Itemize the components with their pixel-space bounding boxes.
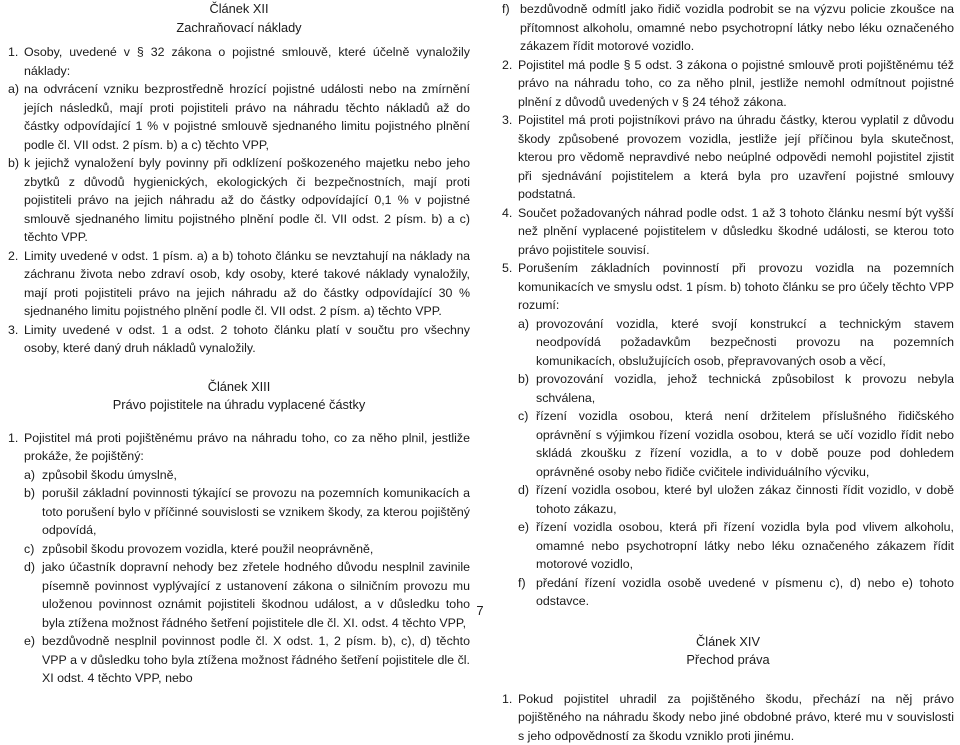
item-text: k jejichž vynaložení byly povinny při odklízení poškozeného majetku nebo jeho zbytků z důvodů hygienických, ekologických či bezpečnostních, mají proti pojistiteli právo na jejich náhradu až do částky odpovídající 0,1 % v pojistné smlouvě sjednaného limitu pojistného plnění podle čl. VII odst. 2 písm. b) a c) těchto VPP.: [24, 154, 470, 247]
article-13-paragraph-2: 2. Pojistitel má podle § 5 odst. 3 zákona o pojistné smlouvě proti pojištěnému též právo na náhradu toho, co za něho plnil, jestliže nemohl odmítnout pojistné plnění z důvodů uvedených v § 24 téhož zákona.: [502, 56, 954, 112]
item-text: na odvrácení vzniku bezprostředně hrozící pojistné události nebo na zmírnění jejích následků, mají proti pojistiteli právo na náhradu těchto nákladů až do částky odpovídající 1 % v pojistné smlouvě sjednaného limitu pojistného plnění podle čl. VII odst. 2 písm. b) a c) těchto VPP,: [24, 80, 470, 154]
item-text: jako účastník dopravní nehody bez zřetele hodného důvodu nesplnil zavinile písemně povinnost vyplývající z ustanovení zákona o silničním provozu mu uloženou povinnost oznámit pojistiteli škodnou událost, a v důsledku toho byla ztížena možnost řádného šetření pojistitele dle čl. XI. odst. 4 těchto VPP,: [42, 558, 470, 632]
right-column: [502, 0, 954, 745]
item-text: provozování vozidla, které svojí konstrukcí a technickým stavem neodpovídá požadavkům bezpečnosti provozu na pozemních komunikacích, obslužujících osob, přepravovaných osob a věcí,: [536, 315, 954, 371]
paragraph-text: Pojistitel má podle § 5 odst. 3 zákona o pojistné smlouvě proti pojištěnému též právo na náhradu toho, co za něho plnil, jestliže nemohl odmítnout pojistné plnění z důvodů uvedených v § 24 téhož zákona.: [518, 56, 954, 112]
article-13-p5-item-b: b) provozování vozidla, jehož technická způsobilost k provozu nebyla schválena,: [502, 370, 954, 407]
item-text: způsobil škodu provozem vozidla, které použil neoprávněně,: [42, 540, 373, 559]
paragraph-text: Limity uvedené v odst. 1 a odst. 2 tohoto článku platí v součtu pro všechny osoby, které daný druh nákladů vynaložily.: [24, 321, 470, 358]
paragraph-text: Součet požadovaných náhrad podle odst. 1 až 3 tohoto článku nesmí být vyšší než plnění vyplacené pojistitelem v důsledku škodné události, se kterou toto právo pojistitele souvisí.: [518, 204, 954, 260]
article-13-p5-item-d: d) řízení vozidla osobou, které byl uložen zákaz činnosti řídit vozidlo, v době tohoto zákazu,: [502, 481, 954, 518]
item-text: provozování vozidla, jehož technická způsobilost k provozu nebyla schválena,: [536, 370, 954, 407]
paragraph-text: Porušením základních povinností při provozu vozidla na pozemních komunikacích ve smyslu odst. 1 písm. b) tohoto článku se pro účely těchto VPP rozumí:: [518, 259, 954, 315]
article-13-title: Článek XIII: [8, 378, 470, 397]
article-13-paragraph-3: 3. Pojistitel má proti pojistníkovi právo na úhradu částky, kterou vyplatil z důvodu škody způsobené provozem vozidla, jestliže její příčinou byla skutečnost, kterou pro vědomě nepravdivé nebo neúplné odpovědi nemohl pojistitel zjistit při sjednávání pojistitelem a která byla pro uzavření pojistné smlouvy podstatná.: [502, 111, 954, 204]
item-text: řízení vozidla osobou, která při řízení vozidla byla pod vlivem alkoholu, omamné nebo psychotropní látky nebo léku označeného zákazem řídit motorové vozidlo,: [536, 518, 954, 574]
article-13-p5-item-f: f) předání řízení vozidla osobě uvedené v písmenu c), d) nebo e) tohoto odstavce.: [502, 574, 954, 611]
article-13-item-a: a) způsobil škodu úmyslně,: [8, 466, 470, 485]
left-column: [8, 0, 470, 688]
paragraph-text: Osoby, uvedené v § 32 zákona o pojistné smlouvě, které účelně vynaložily náklady:: [24, 43, 470, 80]
item-text: řízení vozidla osobou, které byl uložen zákaz činnosti řídit vozidlo, v době tohoto zákazu,: [536, 481, 954, 518]
article-13-subtitle: Právo pojistitele na úhradu vyplacené částky: [8, 396, 470, 415]
paragraph-text: Limity uvedené v odst. 1 písm. a) a b) tohoto článku se nevztahují na náklady na záchranu života nebo zdraví osob, kdy osoby, které takové náklady vynaložily, mají proti pojistiteli právo na jejich náhradu až do částky odpovídající 30 % sjednaného limitu pojistného plnění podle čl. VII odst. 2 písm. a) těchto VPP.: [24, 247, 470, 321]
article-13-p5-item-e: e) řízení vozidla osobou, která při řízení vozidla byla pod vlivem alkoholu, omamné nebo psychotropní látky nebo léku označeného zákazem řídit motorové vozidlo,: [502, 518, 954, 574]
article-13-item-b: b) porušil základní povinnosti týkající se provozu na pozemních komunikacích a toto porušení bylo v příčinné souvislosti se vznikem škody, za kterou pojištěný odpovídá,: [8, 484, 470, 540]
article-13-paragraph-1: 1. Pojistitel má proti pojištěnému právo na náhradu toho, co za něho plnil, jestliže prokáže, že pojištěný:: [8, 429, 470, 466]
item-text: způsobil škodu úmyslně,: [42, 466, 177, 485]
item-text: bezdůvodně odmítl jako řidič vozidla podrobit se na výzvu policie zkoušce na přítomnost alkoholu, omamné nebo psychotropní látky nebo léku označeného zákazem řídit motorové vozidlo.: [520, 0, 954, 56]
article-12-paragraph-3: 3. Limity uvedené v odst. 1 a odst. 2 tohoto článku platí v součtu pro všechny osoby, které daný druh nákladů vynaložily.: [8, 321, 470, 358]
article-14-title: Článek XIV: [502, 633, 954, 652]
item-text: bezdůvodně nesplnil povinnost podle čl. X odst. 1, 2 písm. b), c), d) těchto VPP a v důsledku toho byla ztížena možnost řádného šetření pojistitele dle čl. XI odst. 4 těchto VPP, nebo: [42, 632, 470, 688]
article-14-paragraph-1: 1. Pokud pojistitel uhradil za pojištěného škodu, přechází na něj právo pojištěného na náhradu škody nebo jiné obdobné právo, které mu v souvislosti s jeho odpovědností za škodu vzniklo proti jinému.: [502, 690, 954, 745]
article-13-item-f: f) bezdůvodně odmítl jako řidič vozidla podrobit se na výzvu policie zkoušce na přítomnost alkoholu, omamné nebo psychotropní látky nebo léku označeného zákazem řídit motorové vozidlo.: [502, 0, 954, 56]
paragraph-text: Pojistitel má proti pojistníkovi právo na úhradu částky, kterou vyplatil z důvodu škody způsobené provozem vozidla, jestliže její příčinou byla skutečnost, kterou pro vědomě nepravdivé nebo neúplné odpovědi nemohl pojistitel zjistit při sjednávání pojistitelem a která byla pro uzavření pojistné smlouvy podstatná.: [518, 111, 954, 204]
article-12-paragraph-2: 2. Limity uvedené v odst. 1 písm. a) a b) tohoto článku se nevztahují na náklady na záchranu života nebo zdraví osob, kdy osoby, které takové náklady vynaložily, mají proti pojistiteli právo na jejich náhradu až do částky odpovídající 30 % sjednaného limitu pojistného plnění podle čl. VII odst. 2 písm. a) těchto VPP.: [8, 247, 470, 321]
page-number: 7: [0, 603, 960, 618]
article-14-subtitle: Přechod práva: [502, 651, 954, 670]
item-text: porušil základní povinnosti týkající se provozu na pozemních komunikacích a toto porušení bylo v příčinné souvislosti se vznikem škody, za kterou pojištěný odpovídá,: [42, 484, 470, 540]
article-13-paragraph-4: 4. Součet požadovaných náhrad podle odst. 1 až 3 tohoto článku nesmí být vyšší než plnění vyplacené pojistitelem v důsledku škodné události, se kterou toto právo pojistitele souvisí.: [502, 204, 954, 260]
article-12-paragraph-1: 1. Osoby, uvedené v § 32 zákona o pojistné smlouvě, které účelně vynaložily náklady:: [8, 43, 470, 80]
article-13-item-e: e) bezdůvodně nesplnil povinnost podle čl. X odst. 1, 2 písm. b), c), d) těchto VPP a v důsledku toho byla ztížena možnost řádného šetření pojistitele dle čl. XI odst. 4 těchto VPP, nebo: [8, 632, 470, 688]
article-13-item-d: d) jako účastník dopravní nehody bez zřetele hodného důvodu nesplnil zavinile písemně povinnost vyplývající z ustanovení zákona o silničním provozu mu uloženou povinnost oznámit pojistiteli škodnou událost, a v důsledku toho byla ztížena možnost řádného šetření pojistitele dle čl. XI. odst. 4 těchto VPP,: [8, 558, 470, 632]
article-12-title: Článek XII: [8, 0, 470, 19]
paragraph-text: Pojistitel má proti pojištěnému právo na náhradu toho, co za něho plnil, jestliže prokáže, že pojištěný:: [24, 429, 470, 466]
article-13-paragraph-5: 5. Porušením základních povinností při provozu vozidla na pozemních komunikacích ve smyslu odst. 1 písm. b) tohoto článku se pro účely těchto VPP rozumí:: [502, 259, 954, 315]
paragraph-text: Pokud pojistitel uhradil za pojištěného škodu, přechází na něj právo pojištěného na náhradu škody nebo jiné obdobné právo, které mu v souvislosti s jeho odpovědností za škodu vzniklo proti jinému.: [518, 690, 954, 745]
item-text: řízení vozidla osobou, která není držitelem příslušného řidičského oprávnění s výjimkou řízení vozidla osobou, která se učí vozidlo řídit nebo skládá zkoušku z řízení vozidla, a to v době pouze pod dohledem oprávněné osoby nebo řidiče cvičitele individuálního výcviku,: [536, 407, 954, 481]
article-13-p5-item-c: c) řízení vozidla osobou, která není držitelem příslušného řidičského oprávnění s výjimkou řízení vozidla osobou, která se učí vozidlo řídit nebo skládá zkoušku z řízení vozidla, a to v době pouze pod dohledem oprávněné osoby nebo řidiče cvičitele individuálního výcviku,: [502, 407, 954, 481]
item-text: předání řízení vozidla osobě uvedené v písmenu c), d) nebo e) tohoto odstavce.: [536, 574, 954, 611]
article-12-item-a: a) na odvrácení vzniku bezprostředně hrozící pojistné události nebo na zmírnění jejích následků, mají proti pojistiteli právo na náhradu těchto nákladů až do částky odpovídající 1 % v pojistné smlouvě sjednaného limitu pojistného plnění podle čl. VII odst. 2 písm. b) a c) těchto VPP,: [8, 80, 470, 154]
article-12-item-b: b) k jejichž vynaložení byly povinny při odklízení poškozeného majetku nebo jeho zbytků z důvodů hygienických, ekologických či bezpečnostních, mají proti pojistiteli právo na jejich náhradu až do částky odpovídající 0,1 % v pojistné smlouvě sjednaného limitu pojistného plnění podle čl. VII odst. 2 písm. b) a c) těchto VPP.: [8, 154, 470, 247]
article-13-item-c: c) způsobil škodu provozem vozidla, které použil neoprávněně,: [8, 540, 470, 559]
article-13-p5-item-a: a) provozování vozidla, které svojí konstrukcí a technickým stavem neodpovídá požadavkům bezpečnosti provozu na pozemních komunikacích, obslužujících osob, přepravovaných osob a věcí,: [502, 315, 954, 371]
article-12-subtitle: Zachraňovací náklady: [8, 19, 470, 38]
